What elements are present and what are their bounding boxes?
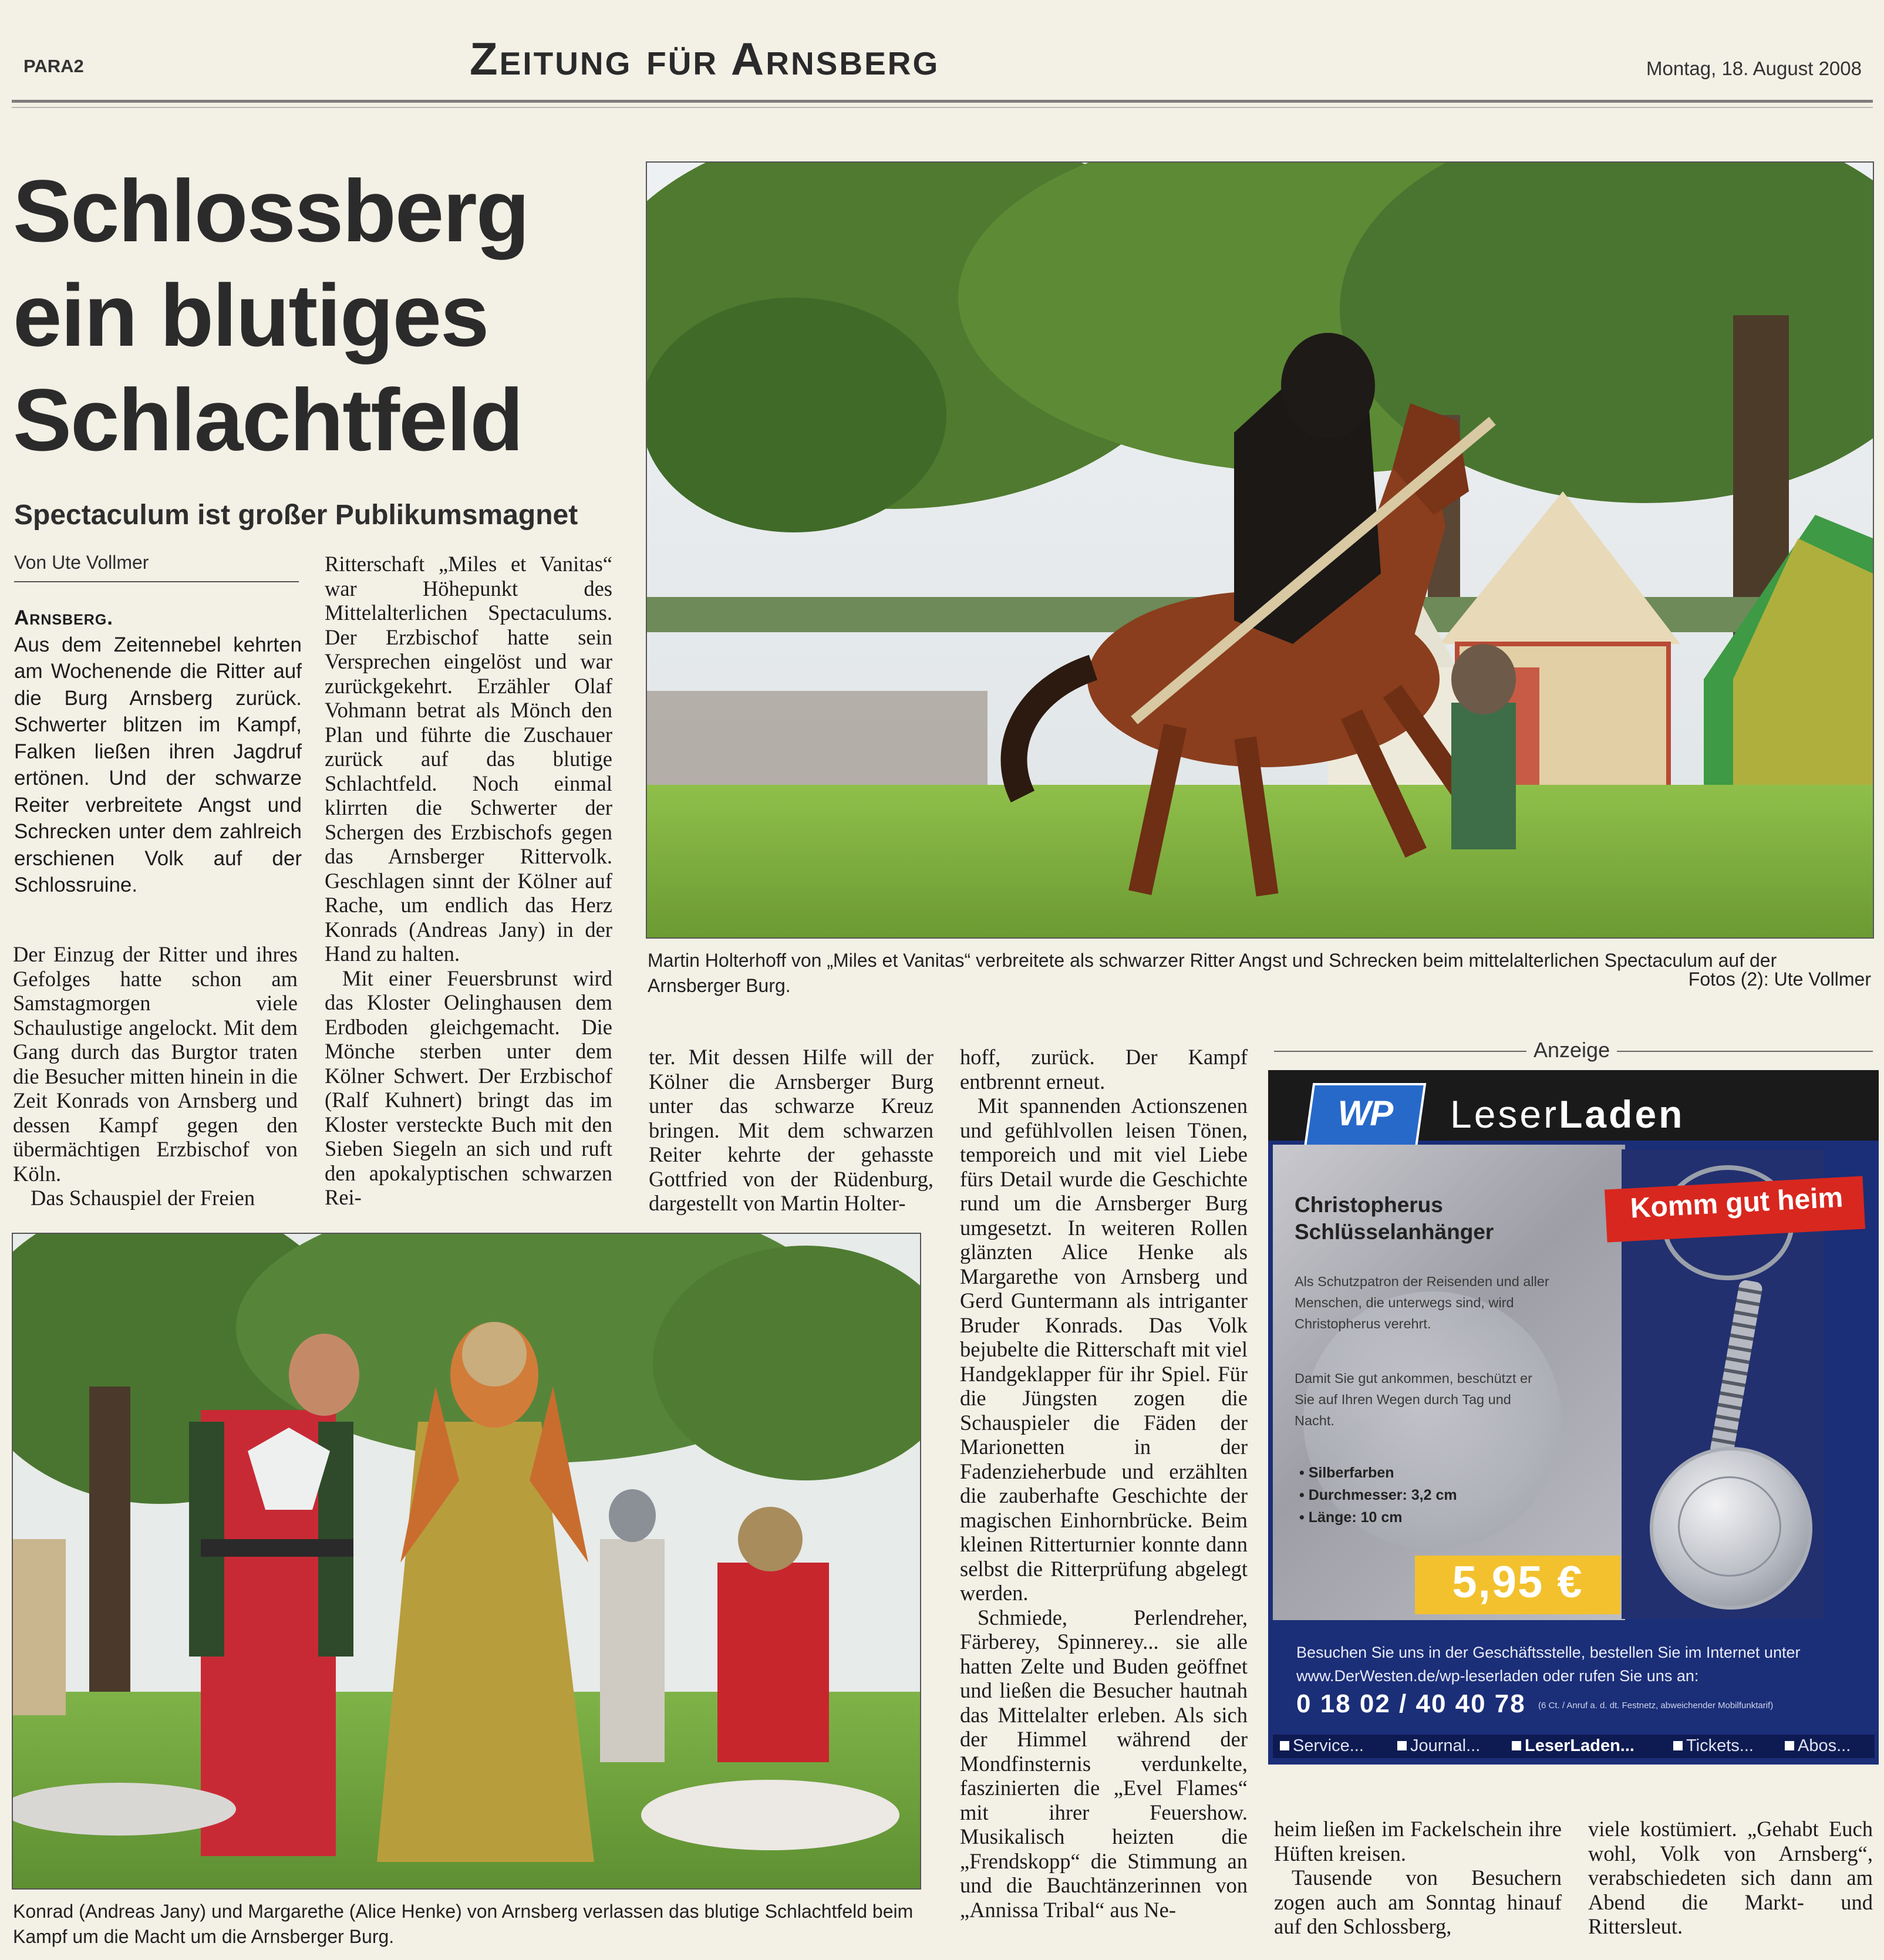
photo-black-rider — [646, 161, 1874, 939]
paragraph: Das Schauspiel der Freien — [31, 1186, 255, 1210]
brand-bold: Laden — [1559, 1092, 1685, 1136]
ad-nav-journal — [1397, 1736, 1480, 1756]
spec-item: • Durchmesser: 3,2 cm — [1299, 1484, 1457, 1506]
ad-nav-abos — [1785, 1736, 1851, 1756]
headline-line: ein blutiges — [13, 266, 488, 365]
photo-konrad-margarethe — [12, 1233, 921, 1890]
square-bullet-icon — [1280, 1741, 1289, 1750]
article-column-3 — [649, 1045, 933, 1216]
paragraph: heim ließen im Fackelschein ihre Hüften kreisen. — [1274, 1817, 1562, 1865]
lead-text: Aus dem Zeitennebel kehrten am Wochenende die Ritter auf die Burg Arnsberg zurück. Schwerter blitzen im Kampf, Falken ließen ihren Jagdruf ertönen. Und der schwarze Reiter verbreitete Angst und Schrecken unter dem zahlreich erschienen Volk auf der Schlossruine. — [14, 633, 302, 896]
ad-product-name — [1295, 1192, 1529, 1246]
paragraph: ter. Mit dessen Hilfe will der Kölner die Arnsberger Burg unter das schwarze Kreuz bringen. Mit dem schwarzen Reiter kehrte der gehasste Gottfried von der Rüdenburg, dargestellt von Martin Holter- — [649, 1045, 933, 1215]
newspaper-title: Zeitung für Arnsberg — [470, 33, 940, 85]
ad-specs — [1299, 1462, 1457, 1529]
paragraph: Schmiede, Perlendreher, Färberey, Spinnerey... sie alle hatten Zelte und Buden geöffnet und ließen die Besucher hautnah das Mittelalter erleben. Als sich der Himmel während der Mondfinsternis verdunkelte, faszinierten die „Evel Flames“ mit ihrer Feuershow. Musikalisch heizten die „Frendskopp“ die Stimmung an und die Bauchtänzerinnen von „Annissa Tribal“ aus Ne- — [960, 1605, 1248, 1922]
ad-nav-label: Journal... — [1410, 1736, 1481, 1755]
square-bullet-icon — [1785, 1741, 1794, 1750]
photo2-caption: Konrad (Andreas Jany) und Margarethe (Alice Henke) von Arnsberg verlassen das blutige Schlachtfeld beim Kampf um die Macht um die Arnsberger Burg. — [13, 1901, 914, 1947]
ad-nav-label: Tickets... — [1686, 1736, 1754, 1755]
headline-line: Schlossberg — [13, 161, 529, 260]
square-bullet-icon — [1397, 1741, 1407, 1750]
article-column-4 — [960, 1045, 1248, 1922]
article-column-6 — [1588, 1817, 1873, 1939]
ad-description-2: Damit Sie gut ankommen, beschützt er Sie auf Ihren Wegen durch Tag und Nacht. — [1295, 1371, 1532, 1428]
ad-nav-service — [1280, 1736, 1364, 1756]
paragraph: Ritterschaft „Miles et Vanitas“ war Höhepunkt des Mittelalterlichen Spectaculums. Der Erzbischof hatte sein Versprechen eingelöst und war zurückgekehrt. Erzähler Olaf Vohmann betrat als Mönch den Plan und führte die Zuschauer zurück auf das blutige Schlachtfeld. Noch einmal klirrten die Schwerter der Schergen des Erzbischofs gegen das Arnsberger Rittervolk. Geschlagen sinnt der Kölner auf Rache, um endlich das Herz Konrads (Andreas Jany) in der Hand zu halten. — [325, 552, 612, 966]
product-line: Christopherus — [1295, 1193, 1443, 1217]
ad-contact-info: Besuchen Sie uns in der Geschäftsstelle, bestellen Sie im Internet unter www.DerWesten.de/wp-leserladen oder rufen Sie uns an: — [1296, 1644, 1801, 1685]
article-column-2 — [325, 552, 612, 1210]
paragraph: Der Einzug der Ritter und ihres Gefolges hatte schon am Samstagmorgen viele Schaulustige angelockt. Mit dem Gang durch das Burgtor traten die Besucher mitten hinein in die Zeit Konrads von Arnsberg und dessen Kampf gegen den übermächtigen Erzbischof von Köln. — [13, 942, 298, 1186]
paragraph: Mit spannenden Actionszenen und gefühlvollen leisen Tönen, temporeich und mit viel Liebe fürs Detail wurde die Geschichte rund um die Arnsberger Burg umgesetzt. In weiteren Rollen glänzten Alice Henke als Margarethe von Arnsberg und Gerd Guntermann als intriganter Bruder Konrads. Das Volk bejubelte die Ritterschaft mit viel Handgeklapper für ihr Spiel. Für die Jüngsten zogen die Schauspieler die Fäden der Marionetten in der Fadenzieherbude und erzählten die zauberhafte Geschichte der magischen Einhornbrücke. Beim kleinen Ritterturnier konnte dann selbst die Ritterprüfung abgelegt werden. — [960, 1094, 1248, 1605]
product-line: Schlüsselanhänger — [1295, 1220, 1494, 1244]
ad-nav-label: Service... — [1293, 1736, 1364, 1755]
photo-black-rider-image — [647, 163, 1873, 937]
square-bullet-icon — [1512, 1741, 1521, 1750]
square-bullet-icon — [1673, 1741, 1683, 1750]
spec-item: • Silberfarben — [1299, 1462, 1457, 1484]
wp-logo-text: WP — [1337, 1094, 1393, 1133]
photo-konrad-margarethe-image — [13, 1234, 920, 1888]
photo1-caption: Martin Holterhoff von „Miles et Vanitas“ verbreitete als schwarzer Ritter Angst und Schrecken beim mittelalterlichen Spectaculum auf der Arnsberger Burg. — [648, 950, 1777, 996]
paragraph: hoff, zurück. Der Kampf entbrennt erneut. — [960, 1045, 1248, 1094]
spec-item: • Länge: 10 cm — [1299, 1506, 1457, 1529]
subheadline: Spectaculum ist großer Publikumsmagnet — [14, 500, 578, 531]
headline-line: Schlachtfeld — [13, 370, 523, 469]
byline: Von Ute Vollmer — [14, 552, 149, 573]
ad-label: Anzeige — [1526, 1038, 1617, 1062]
header-rule — [12, 100, 1873, 103]
header-rule-thin — [12, 107, 1873, 108]
article-column-1 — [13, 942, 298, 1210]
brand-light: Leser — [1450, 1092, 1559, 1136]
paragraph: Mit einer Feuersbrunst wird das Kloster Oelinghausen dem Erdboden gleichgemacht. Die Mönche sterben unter dem Kölner Schwert. Der Erzbischof (Ralf Kuhnert) bringt das im Kloster versteckte Buch mit den Sieben Siegeln an sich und ruft den apokalyptischen schwarzen Rei- — [325, 966, 612, 1209]
dateline: Arnsberg. — [14, 606, 114, 629]
ad-nav-label: LeserLaden... — [1525, 1736, 1634, 1755]
ad-phone-number: 0 18 02 / 40 40 78 — [1296, 1689, 1526, 1718]
ad-description: Als Schutzpatron der Reisenden und aller Menschen, die unterwegs sind, wird Christopherus verehrt. — [1295, 1274, 1549, 1331]
price: 5,95 € — [1452, 1557, 1583, 1607]
photo-credit: Fotos (2): Ute Vollmer — [1688, 969, 1871, 990]
headline — [13, 158, 629, 472]
ad-nav-label: Abos... — [1798, 1736, 1851, 1755]
slogan-text: Komm gut heim — [1629, 1182, 1844, 1224]
ad-nav-leserladen — [1512, 1736, 1634, 1756]
ad-phone-note: (6 Ct. / Anruf a. d. dt. Festnetz, abweichender Mobilfunktarif) — [1538, 1701, 1774, 1711]
paragraph: viele kostümiert. „Gehabt Euch wohl, Volk von Arnsberg“, verabschiedeten sich dann am Abend die Markt- und Rittersleut. — [1588, 1817, 1873, 1938]
paragraph: Tausende von Besuchern zogen auch am Sonntag hinauf auf den Schlossberg, — [1274, 1865, 1562, 1938]
issue-date: Montag, 18. August 2008 — [1646, 58, 1862, 79]
section-label: PARA2 — [23, 56, 84, 76]
ad-nav-tickets — [1673, 1736, 1754, 1756]
byline-rule — [14, 581, 299, 582]
article-column-5 — [1274, 1817, 1562, 1939]
medal-inner-ring — [1678, 1476, 1781, 1577]
article-lead — [14, 605, 302, 899]
ad-brand — [1450, 1092, 1684, 1136]
